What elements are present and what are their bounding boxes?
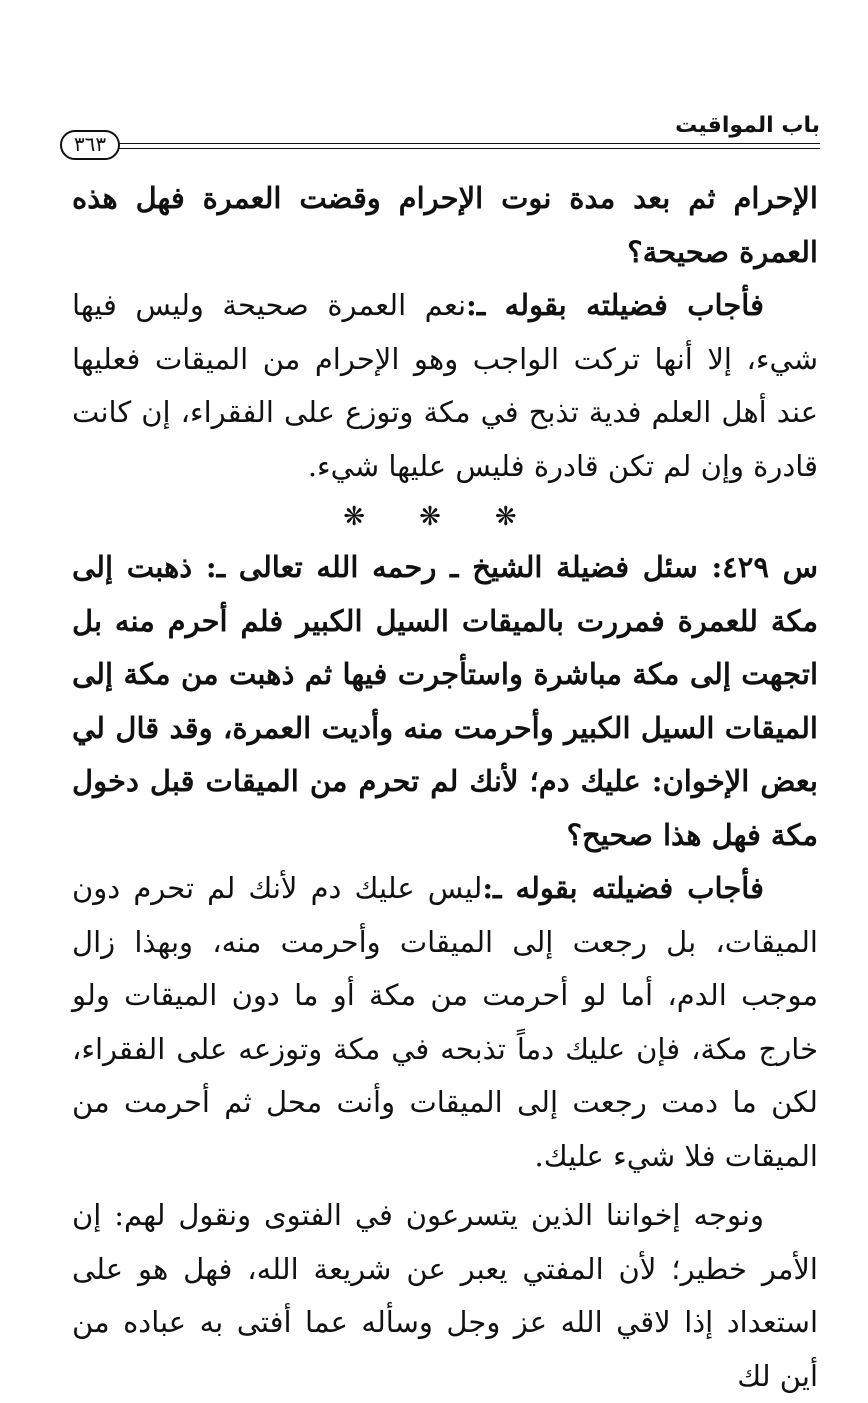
chapter-title: باب المواقيت xyxy=(675,113,820,138)
answer-text: نعم العمرة صحيحة وليس فيها شيء، إلا أنها تركت الواجب وهو الإحرام من الميقات فعليها عند أهل العلم فدية تذبح في مكة وتوزع على الفقراء، إن كانت قادرة وإن لم تكن قادرة فليس عليها شيء. xyxy=(72,288,818,483)
closing-paragraph: ونوجه إخواننا الذين يتسرعون في الفتوى ونقول لهم: إن الأمر خطير؛ لأن المفتي يعبر عن شريعة الله، فهل هو على استعداد إذا لاقي الله عز وجل وسأله عما أفتى به عباده من أين لك xyxy=(72,1198,818,1393)
page-number: ٣٦٣ xyxy=(60,130,120,160)
separator-star: ❋ xyxy=(494,502,547,532)
question-429: س ٤٢٩: سئل فضيلة الشيخ ـ رحمه الله تعالى ـ: ذهبت إلى مكة للعمرة فمررت بالميقات السيل الكبير فلم أحرم منه بل اتجهت إلى مكة مباشرة واستأجرت فيها ثم ذهبت من مكة إلى الميقات السيل الكبير وأحرمت منه وأديت العمرة، وقد قال لي بعض الإخوان: عليك دم؛ لأنك لم تحرم من الميقات قبل دخول مكة فهل هذا صحيح؟ xyxy=(72,550,818,852)
question-continuation: الإحرام ثم بعد مدة نوت الإحرام وقضت العمرة فهل هذه العمرة صحيحة؟ xyxy=(72,181,818,269)
answer-lead: فأجاب فضيلته بقوله ـ: xyxy=(466,288,764,322)
header-rule-double xyxy=(118,148,820,149)
answer-429-lead: فأجاب فضيلته بقوله ـ: xyxy=(482,871,764,905)
page-body xyxy=(72,172,818,1403)
page-header xyxy=(60,112,820,156)
answer-429-text: ليس عليك دم لأنك لم تحرم دون الميقات، بل رجعت إلى الميقات وأحرمت منه، وبهذا زال موجب الدم، أما لو أحرمت من مكة أو ما دون الميقات ولو خارج مكة، فإن عليك دماً تذبحه في مكة وتوزعه على الفقراء، لكن ما دمت رجعت إلى الميقات وأنت محل ثم أحرمت من الميقات فلا شيء عليك. xyxy=(72,871,818,1173)
section-separator xyxy=(72,493,818,541)
answer-paragraph xyxy=(72,279,818,493)
separator-star: ❋ xyxy=(419,502,471,532)
header-rule xyxy=(118,143,820,144)
separator-star: ❋ xyxy=(343,502,396,532)
answer-429 xyxy=(72,862,818,1183)
